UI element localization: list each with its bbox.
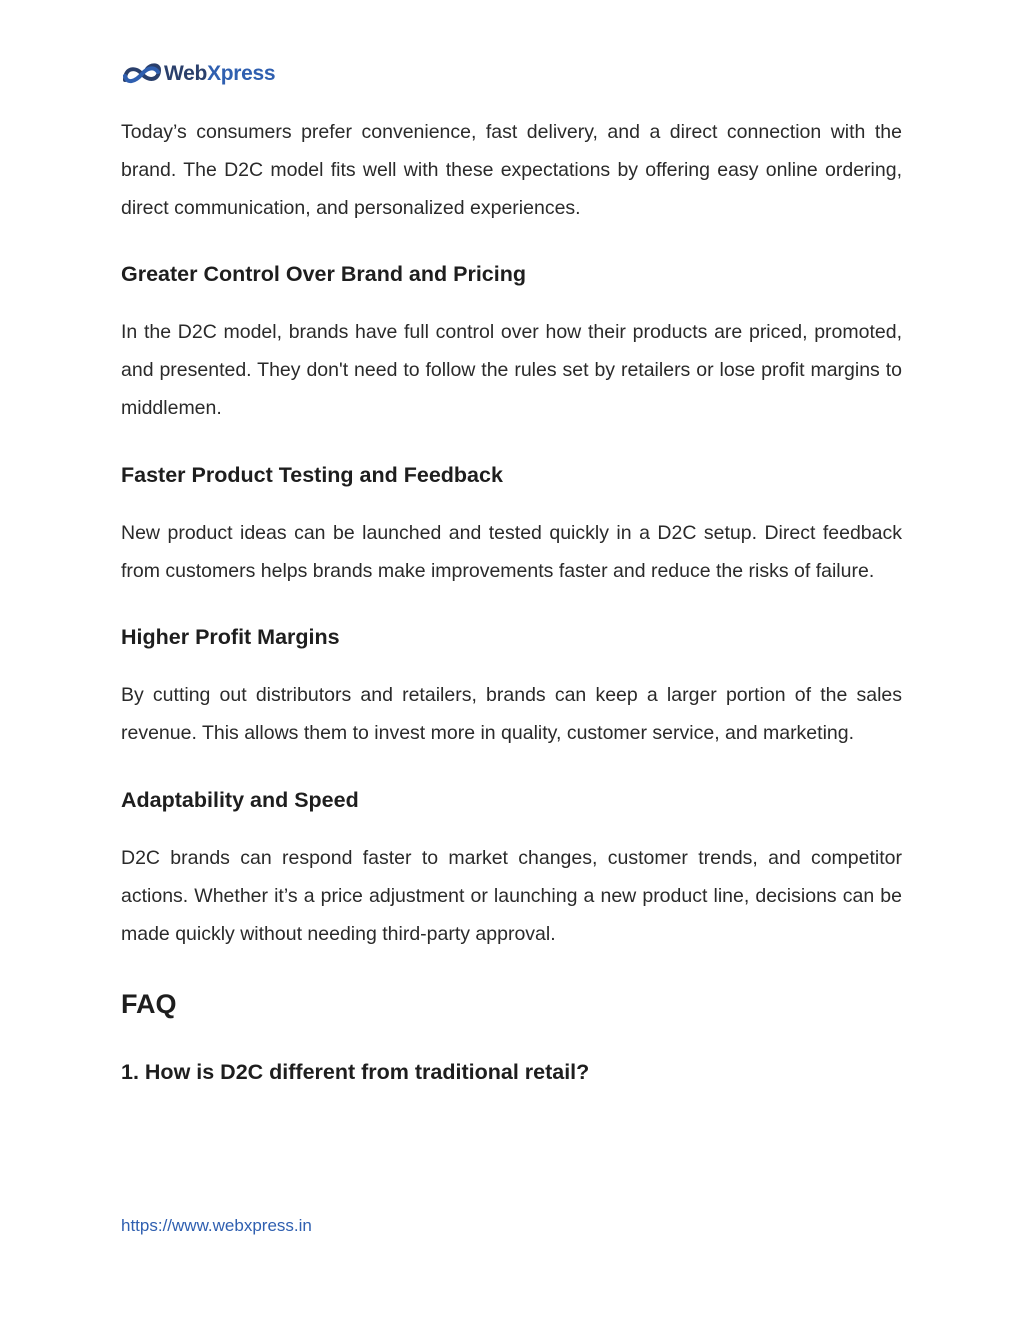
section-heading-control: Greater Control Over Brand and Pricing (121, 262, 527, 287)
section-body-margins: By cutting out distributors and retailers, brands can keep a larger portion of the sales revenue. This allows them to invest more in quality, customer service, and marketing. (121, 684, 902, 745)
section-body-adaptability: D2C brands can respond faster to market changes, customer trends, and competitor actions. Whether it’s a price adjustment or launching a new product line, decisions can be made quickly without needing third-party approval. (121, 846, 902, 945)
section-body-control: In the D2C model, brands have full control over how their products are priced, promoted, and presented. They don't need to follow the rules set by retailers or lose profit margins to middlemen. (121, 321, 902, 419)
faq-title: FAQ (121, 989, 177, 1020)
brand-name: WebXpress (164, 62, 276, 85)
brand-logo (121, 60, 275, 88)
faq-question: 1. How is D2C different from traditional retail? (121, 1060, 590, 1085)
section-heading-adaptability: Adaptability and Speed (121, 787, 359, 812)
section-heading-testing: Faster Product Testing and Feedback (121, 462, 503, 487)
section-heading-margins: Higher Profit Margins (121, 625, 340, 650)
footer-website-link[interactable]: https://www.webxpress.in (121, 1216, 312, 1235)
document-body (121, 114, 902, 1085)
section-body-testing: New product ideas can be launched and tested quickly in a D2C setup. Direct feedback from customers helps brands make improvements faster and reduce the risks of failure. (121, 521, 902, 582)
intro-paragraph: Today’s consumers prefer convenience, fast delivery, and a direct connection with the brand. The D2C model fits well with these expectations by offering easy online ordering, direct communication, and personalized experiences. (121, 121, 902, 219)
infinity-logo-icon (121, 60, 163, 88)
